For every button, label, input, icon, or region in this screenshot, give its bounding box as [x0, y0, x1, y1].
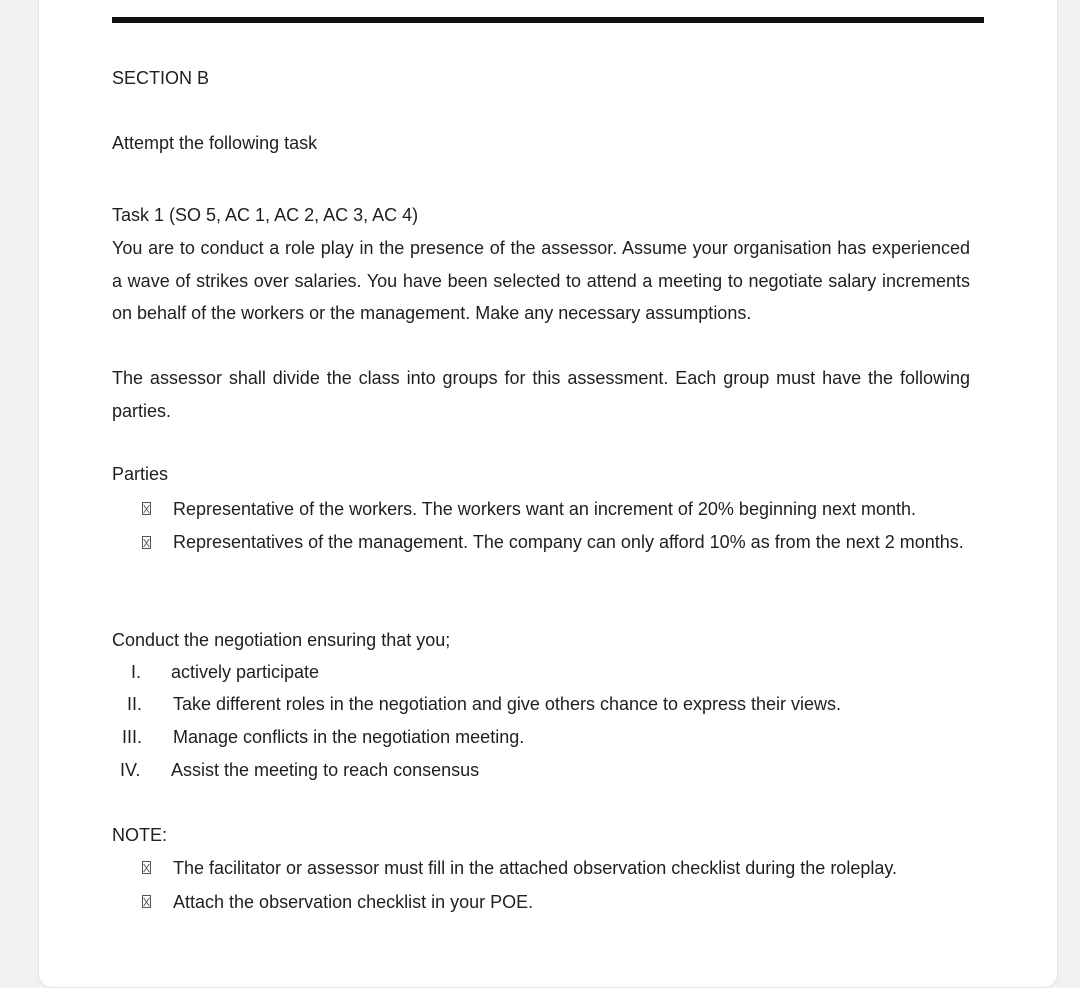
conduct-item: actively participate: [171, 662, 320, 682]
section-title: SECTION B: [112, 68, 210, 88]
list-numeral: I.: [131, 662, 142, 682]
parties-heading: Parties: [112, 464, 169, 484]
task-paragraph: You are to conduct a role play in the presence of the assessor. Assume your organisation has experienced a wave of strikes over salaries. You have been selected to attend a meeting to negotiate salary increments on behalf of the workers or the management. Make any necessary assumptions.: [112, 238, 970, 323]
note-item: Attach the observation checklist in your POE.: [173, 892, 534, 912]
note-heading: NOTE:: [112, 825, 168, 845]
list-numeral: III.: [122, 727, 143, 747]
party-item: Representatives of the management. The company can only afford 10% as from the next 2 months.: [173, 532, 964, 552]
instruction-text: Attempt the following task: [112, 133, 318, 153]
bullet-icon: [142, 861, 151, 874]
list-numeral: II.: [127, 694, 143, 714]
task-heading: Task 1 (SO 5, AC 1, AC 2, AC 3, AC 4): [112, 205, 419, 225]
conduct-item: Manage conflicts in the negotiation meeting.: [173, 727, 525, 747]
bullet-icon: [142, 502, 151, 515]
note-item: The facilitator or assessor must fill in the attached observation checklist during the roleplay.: [173, 858, 898, 878]
bullet-icon: [142, 536, 151, 549]
conduct-intro: Conduct the negotiation ensuring that you;: [112, 630, 451, 650]
party-item: Representative of the workers. The workers want an increment of 20% beginning next month.: [173, 499, 917, 519]
conduct-item: Assist the meeting to reach consensus: [171, 760, 480, 780]
bullet-icon: [142, 895, 151, 908]
list-numeral: IV.: [120, 760, 141, 780]
conduct-item: Take different roles in the negotiation and give others chance to express their views.: [173, 694, 842, 714]
header-rule: [112, 17, 984, 23]
groups-paragraph: The assessor shall divide the class into groups for this assessment. Each group must have the following parties.: [112, 368, 970, 421]
